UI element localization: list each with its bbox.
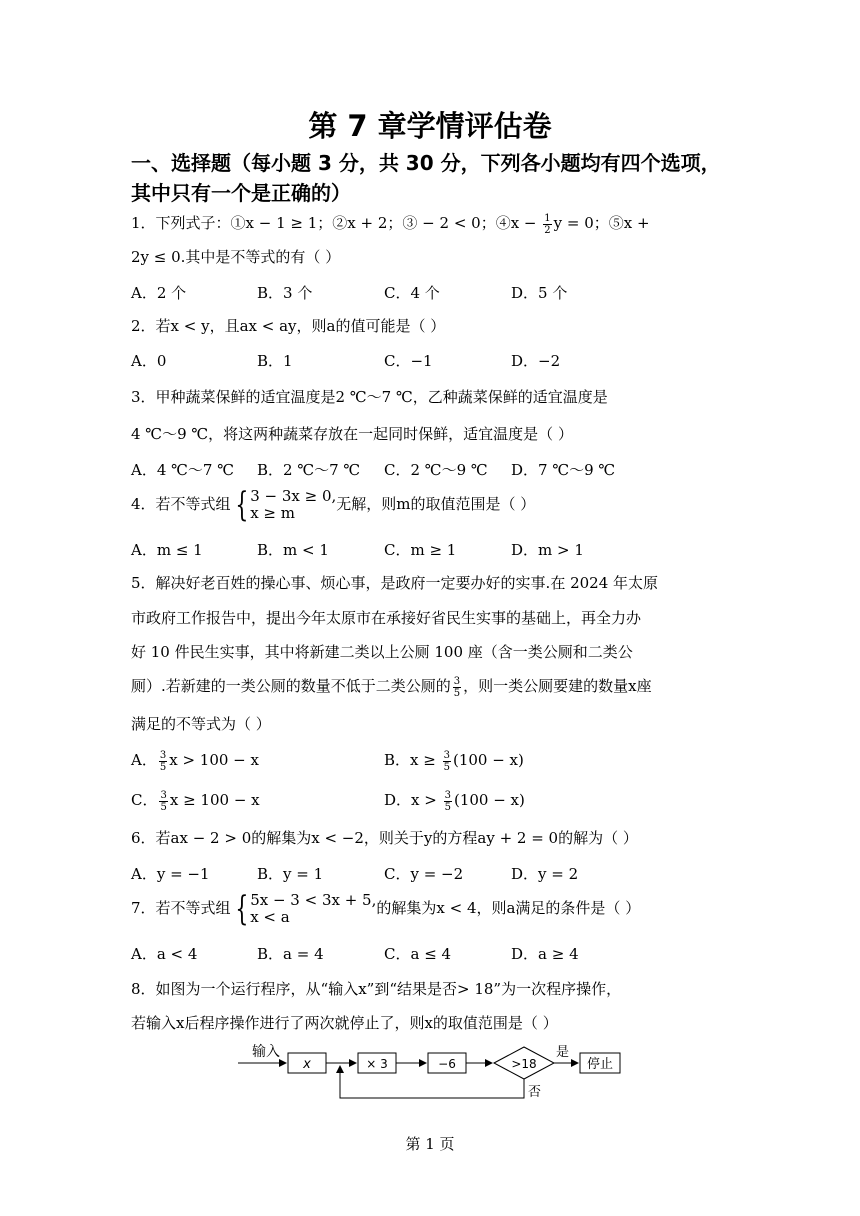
q7-option-d: D．a ≥ 4 xyxy=(511,945,579,963)
question-1-line-1 xyxy=(131,212,650,236)
inequality-system: 5x − 3 < 3x + 5, x < a xyxy=(250,891,377,926)
fraction-three-fifths: $\frac{3}{5}$ xyxy=(453,675,461,699)
q6-option-d: D．y = 2 xyxy=(511,865,579,883)
q5-option-c: C． $\frac{3}{5}$ x ≥ 100 − x xyxy=(131,789,260,813)
question-4 xyxy=(131,485,536,525)
flow-decision-label: >18 xyxy=(511,1057,537,1071)
question-5-line-4-post: ，则一类公厕要建的数量x座 xyxy=(463,677,652,695)
question-5-line-3: 好 10 件民生实事，其中将新建二类以上公厕 100 座（含一类公厕和二类公 xyxy=(131,643,633,661)
q4-option-c: C．m ≥ 1 xyxy=(384,541,457,559)
system-brace: { xyxy=(234,889,248,929)
question-1-text-tail: y = 0；⑤x + xyxy=(553,214,650,232)
question-4-post: 无解，则m的取值范围是（ ） xyxy=(336,495,536,513)
question-5-line-1: 5．解决好老百姓的操心事、烦心事，是政府一定要办好的实事.在 2024 年太原 xyxy=(131,574,659,592)
q3-option-b: B．2 ℃～7 ℃ xyxy=(257,461,361,479)
q2-option-c: C．−1 xyxy=(384,352,433,370)
flow-box-x-label: x xyxy=(303,1057,311,1072)
section-heading: 一、选择题（每小题 3 分，共 30 分，下列各小题均有四个选项，其中只有一个是正确的） xyxy=(131,151,721,205)
q1-option-d: D．5 个 xyxy=(511,284,568,302)
q6-option-a: A．y = −1 xyxy=(131,865,210,883)
page-title: 第 7 章学情评估卷 xyxy=(308,109,552,143)
q1-option-c: C．4 个 xyxy=(384,284,440,302)
flow-input-label: 输入 xyxy=(252,1044,280,1060)
q7-option-b: B．a = 4 xyxy=(257,945,324,963)
question-4-pre: 4．若不等式组 xyxy=(131,495,231,513)
question-3-line-2: 4 ℃～9 ℃，将这两种蔬菜存放在一起同时保鲜，适宜温度是（ ） xyxy=(131,425,573,443)
question-7-post: 的解集为x < 4，则a满足的条件是（ ） xyxy=(376,899,641,917)
page-number: 第 1 页 xyxy=(405,1135,455,1153)
question-2: 2．若x < y，且ax < ay，则a的值可能是（ ） xyxy=(131,317,446,335)
question-8-line-1: 8．如图为一个运行程序，从“输入x”到“结果是否> 18”为一次程序操作， xyxy=(131,980,622,998)
q1-option-a: A．2 个 xyxy=(131,284,187,302)
question-5-line-4-pre: 厕）.若新建的一类公厕的数量不低于二类公厕的 xyxy=(131,677,451,695)
question-8-line-2: 若输入x后程序操作进行了两次就停止了，则x的取值范围是（ ） xyxy=(131,1014,558,1032)
q3-option-d: D．7 ℃～9 ℃ xyxy=(511,461,616,479)
q6-option-c: C．y = −2 xyxy=(384,865,464,883)
question-5-line-4 xyxy=(131,675,652,699)
q2-option-a: A．0 xyxy=(131,352,167,370)
question-3-line-1: 3．甲种蔬菜保鲜的适宜温度是2 ℃～7 ℃，乙种蔬菜保鲜的适宜温度是 xyxy=(131,388,608,406)
question-6: 6．若ax − 2 > 0的解集为x < −2，则关于y的方程ay + 2 = 0的解为（ ） xyxy=(131,829,638,847)
q2-option-d: D．−2 xyxy=(511,352,561,370)
flow-stop-label: 停止 xyxy=(586,1057,614,1072)
q1-option-b: B．3 个 xyxy=(257,284,313,302)
system-brace: { xyxy=(234,485,248,525)
question-5-line-5: 满足的不等式为（ ） xyxy=(131,715,271,733)
q4-option-a: A．m ≤ 1 xyxy=(131,541,203,559)
q5-option-a: A． $\frac{3}{5}$ x > 100 − x xyxy=(131,749,259,773)
q7-option-a: A．a < 4 xyxy=(131,945,198,963)
q2-option-b: B．1 xyxy=(257,352,293,370)
question-1-text: 1．下列式子：①x − 1 ≥ 1；②x + 2；③ − 2 < 0；④x − xyxy=(131,214,542,232)
q5-option-d: D．x > $\frac{3}{5}$ (100 − x) xyxy=(384,789,525,813)
flow-box-times-label: × 3 xyxy=(366,1057,388,1071)
program-flowchart xyxy=(238,1040,624,1102)
q3-option-a: A．4 ℃～7 ℃ xyxy=(131,461,235,479)
q4-option-b: B．m < 1 xyxy=(257,541,329,559)
question-1-line-2: 2y ≤ 0.其中是不等式的有（ ） xyxy=(131,248,341,266)
flow-box-minus-label: −6 xyxy=(438,1057,456,1071)
q3-option-c: C．2 ℃～9 ℃ xyxy=(384,461,488,479)
flow-yes-label: 是 xyxy=(556,1045,570,1060)
q5-option-b: B．x ≥ $\frac{3}{5}$ (100 − x) xyxy=(384,749,524,773)
inequality-system: 3 − 3x ≥ 0, x ≥ m xyxy=(250,487,337,522)
question-5-line-2: 市政府工作报告中，提出今年太原市在承接好省民生实事的基础上，再全力办 xyxy=(131,609,642,627)
q7-option-c: C．a ≤ 4 xyxy=(384,945,452,963)
q4-option-d: D．m > 1 xyxy=(511,541,584,559)
question-7-pre: 7．若不等式组 xyxy=(131,899,231,917)
question-7 xyxy=(131,889,641,929)
q6-option-b: B．y = 1 xyxy=(257,865,324,883)
flow-no-label: 否 xyxy=(528,1085,542,1100)
fraction-one-half: $\frac{1}{2}$ xyxy=(544,212,551,236)
